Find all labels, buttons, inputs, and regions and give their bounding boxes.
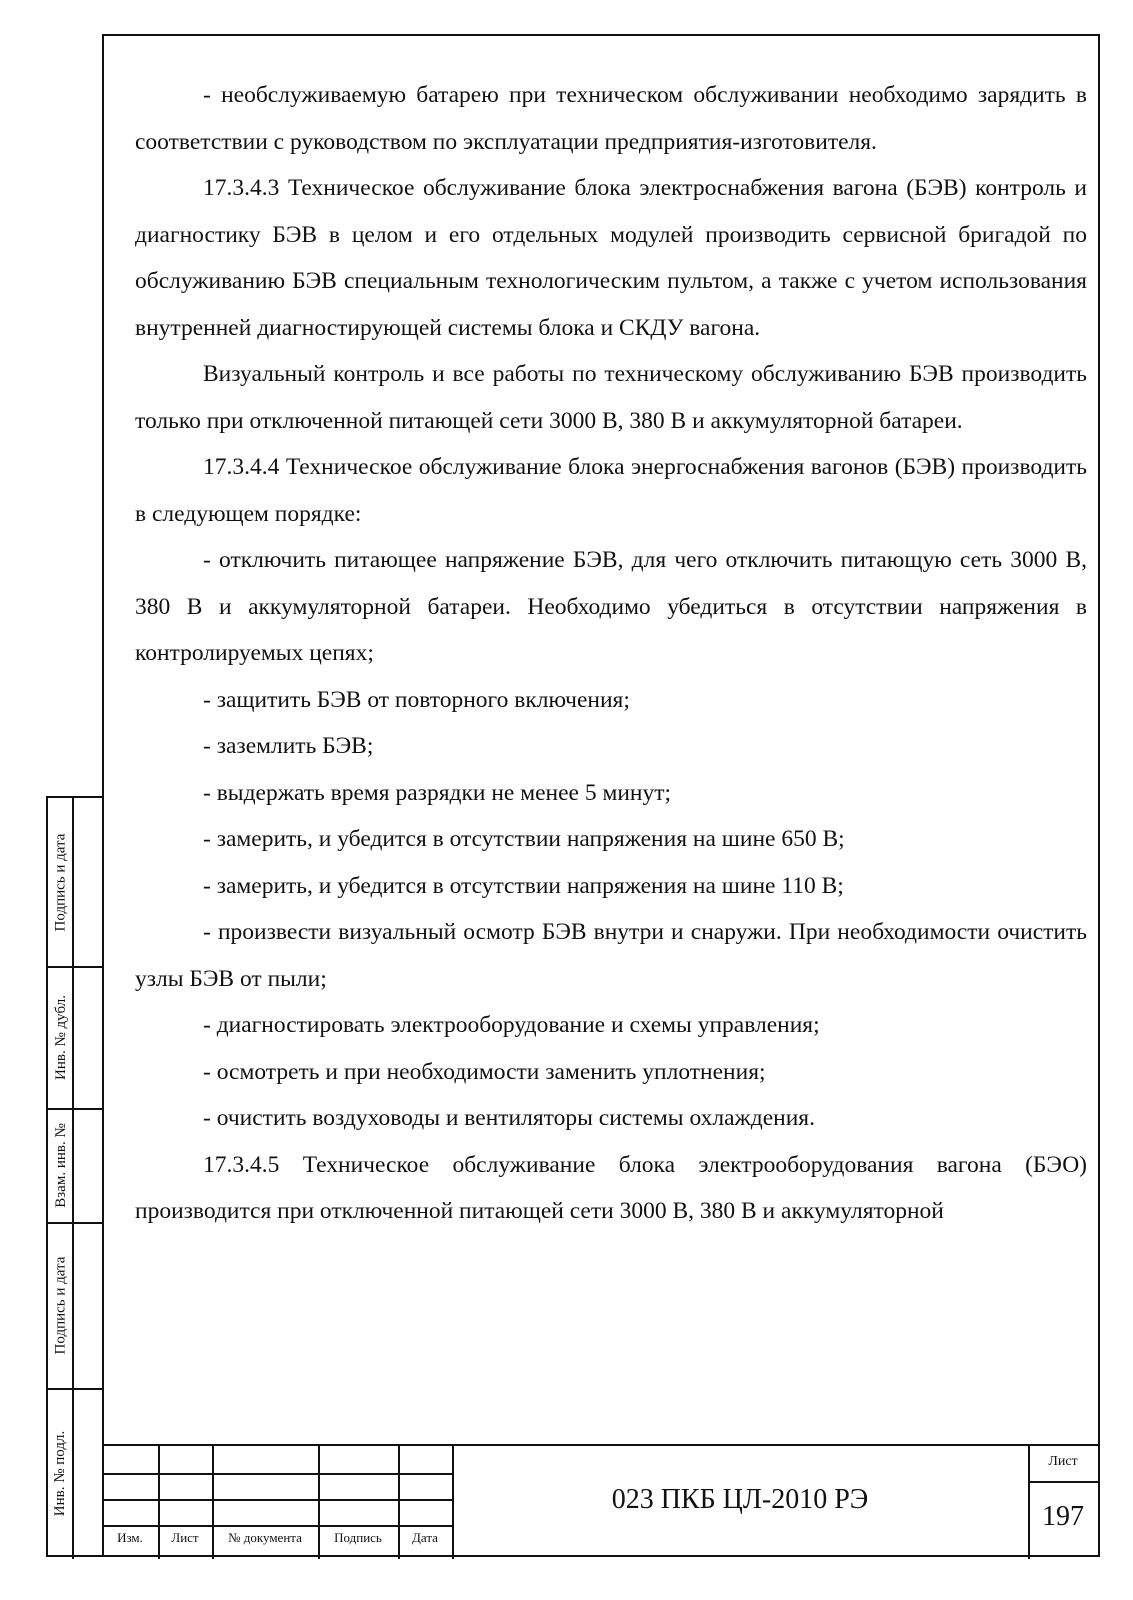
sheet-number: 197: [1042, 1501, 1084, 1532]
column-label-date: Дата: [412, 1530, 438, 1545]
list-item: - защитить БЭВ от повторного включения;: [203, 686, 630, 713]
stamp-label: Взам. инв. №: [52, 1122, 69, 1208]
sheet-label: Лист: [1048, 1454, 1078, 1469]
paragraph: 17.3.4.5 Техническое обслуживание блока электрооборудования вагона (БЭО) производится при отключенной питающей сети 3000 В, 380 В и аккумуляторной: [135, 1151, 1087, 1224]
paragraph: - необслуживаемую батарею при техническом обслуживании необходимо зарядить в соответствии с руководством по эксплуатации предприятия-изготовителя.: [135, 82, 1087, 155]
side-stamp: [46, 796, 102, 1557]
column-label-document: № документа: [228, 1530, 302, 1545]
column-label-sheet: Лист: [171, 1530, 199, 1545]
document-code: 023 ПКБ ЦЛ-2010 РЭ: [611, 1484, 869, 1515]
list-item: - замерить, и убедится в отсутствии напряжения на шине 110 В;: [203, 872, 844, 899]
list-item: - заземлить БЭВ;: [203, 733, 374, 759]
paragraph: 17.3.4.3 Техническое обслуживание блока электроснабжения вагона (БЭВ) контроль и диагностику БЭВ в целом и его отдельных модулей производить сервисной бригадой по обслуживанию БЭВ специальным технологическим пультом, а также с учетом использования внутренней диагностирующей системы блока и СКДУ вагона.: [135, 175, 1087, 341]
stamp-label: Инв. № дубл.: [52, 994, 69, 1080]
stamp-label: Подпись и дата: [52, 1256, 69, 1354]
list-item: - осмотреть и при необходимости заменить уплотнения;: [203, 1058, 766, 1085]
list-item: - замерить, и убедится в отсутствии напряжения на шине 650 В;: [203, 826, 845, 852]
column-label-signature: Подпись: [334, 1530, 382, 1545]
column-label-change: Изм.: [117, 1530, 143, 1545]
list-item: - выдержать время разрядки не менее 5 минут;: [203, 779, 672, 806]
document-body: [135, 72, 1087, 1235]
paragraph: - отключить питающее напряжение БЭВ, для чего отключить питающую сеть 3000 В, 380 В и аккумуляторной батареи. Необходимо убедиться в отсутствии напряжения в контролируемых цепях;: [135, 547, 1087, 666]
list-item: - произвести визуальный осмотр БЭВ внутри и снаружи. При необходимости очистить узлы БЭВ от пыли;: [135, 919, 1087, 992]
paragraph: 17.3.4.4 Техническое обслуживание блока энергоснабжения вагонов (БЭВ) производить в следующем порядке:: [135, 454, 1087, 527]
list-item: - очистить воздуховоды и вентиляторы системы охлаждения.: [203, 1105, 815, 1131]
stamp-label: Инв. № подл.: [52, 1430, 69, 1517]
stamp-label: Подпись и дата: [52, 833, 69, 931]
paragraph: Визуальный контроль и все работы по техническому обслуживанию БЭВ производить только при отключенной питающей сети 3000 В, 380 В и аккумуляторной батареи.: [135, 361, 1087, 434]
title-block: [102, 1444, 1100, 1557]
list-item: - диагностировать электрооборудование и схемы управления;: [203, 1012, 820, 1038]
